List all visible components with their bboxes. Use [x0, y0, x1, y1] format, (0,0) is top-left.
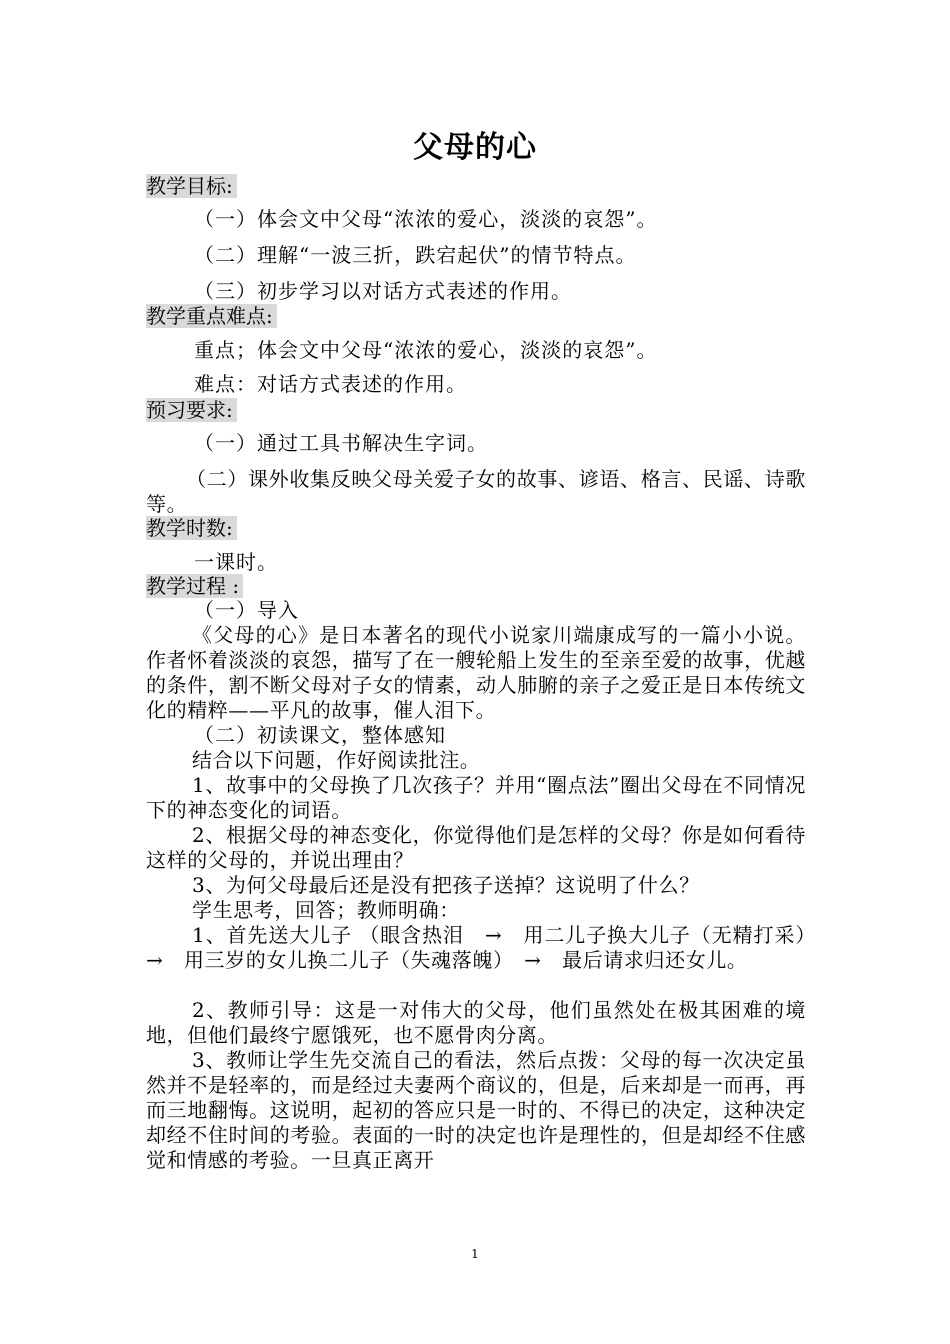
section-heading-hours: 教学时数:	[146, 516, 237, 540]
intro-heading: （一）导入	[194, 598, 299, 622]
preview-2: （二）课外收集反映父母关爱子女的故事、谚语、格言、民谣、诗歌等。	[146, 467, 806, 516]
objective-2: （二）理解“一波三折，跌宕起伏”的情节特点。	[194, 243, 637, 267]
answer-intro: 学生思考，回答；教师明确：	[192, 898, 460, 922]
question-2: 2、根据父母的神态变化，你觉得他们是怎样的父母？你是如何看待这样的父母的，并说出理由？	[146, 823, 806, 872]
intro-paragraph: 《父母的心》是日本著名的现代小说家川端康成写的一篇小小说。作者怀着淡淡的哀怨，描写了在一艘轮船上发生的至亲至爱的故事，优越的条件，割不断父母对子女的情素，动人肺腑的亲子之爱正是日本传统文化的精粹——平凡的故事，催人泪下。	[146, 623, 806, 722]
answer-2: 2、教师引导：这是一对伟大的父母，他们虽然处在极其困难的境地，但他们最终宁愿饿死，也不愿骨肉分离。	[146, 998, 806, 1047]
section-heading-process: 教学过程 :	[146, 574, 243, 598]
question-1: 1、故事中的父母换了几次孩子？并用“圈点法”圈出父母在不同情况下的神态变化的词语。	[146, 773, 806, 822]
document-title: 父母的心	[413, 130, 537, 165]
read-instruction: 结合以下问题，作好阅读批注。	[192, 748, 481, 772]
read-heading: （二）初读课文，整体感知	[194, 723, 446, 747]
preview-1: （一）通过工具书解决生字词。	[194, 431, 488, 455]
question-3: 3、为何父母最后还是没有把孩子送掉？这说明了什么？	[192, 873, 700, 897]
section-heading-preview: 预习要求:	[146, 398, 237, 422]
answer-3: 3、教师让学生先交流自己的看法，然后点拨：父母的每一次决定虽然并不是轻率的，而是经过夫妻两个商议的，但是，后来却是一而再，再而三地翻悔。这说明，起初的答应只是一时的、不得已的决定，这种决定却经不住时间的考验。表面的一时的决定也许是理性的，但是却经不住感觉和情感的考验。一旦真正离开	[146, 1048, 806, 1172]
class-hours: 一课时。	[194, 550, 278, 574]
objective-3: （三）初步学习以对话方式表述的作用。	[194, 279, 572, 303]
section-heading-objectives: 教学目标:	[146, 174, 237, 198]
answer-1: 1、首先送大儿子 （眼含热泪 → 用二儿子换大儿子（无精打采） → 用三岁的女儿换二儿子（失魂落魄） → 最后请求归还女儿。	[146, 923, 827, 972]
section-heading-keypoints: 教学重点难点:	[146, 304, 277, 328]
keypoint-difficulty: 难点：对话方式表述的作用。	[194, 372, 467, 396]
objective-1: （一）体会文中父母“浓浓的爱心，淡淡的哀怨”。	[194, 207, 658, 231]
keypoint-focus: 重点；体会文中父母“浓浓的爱心，淡淡的哀怨”。	[194, 338, 658, 362]
page-number: 1	[471, 1247, 479, 1261]
